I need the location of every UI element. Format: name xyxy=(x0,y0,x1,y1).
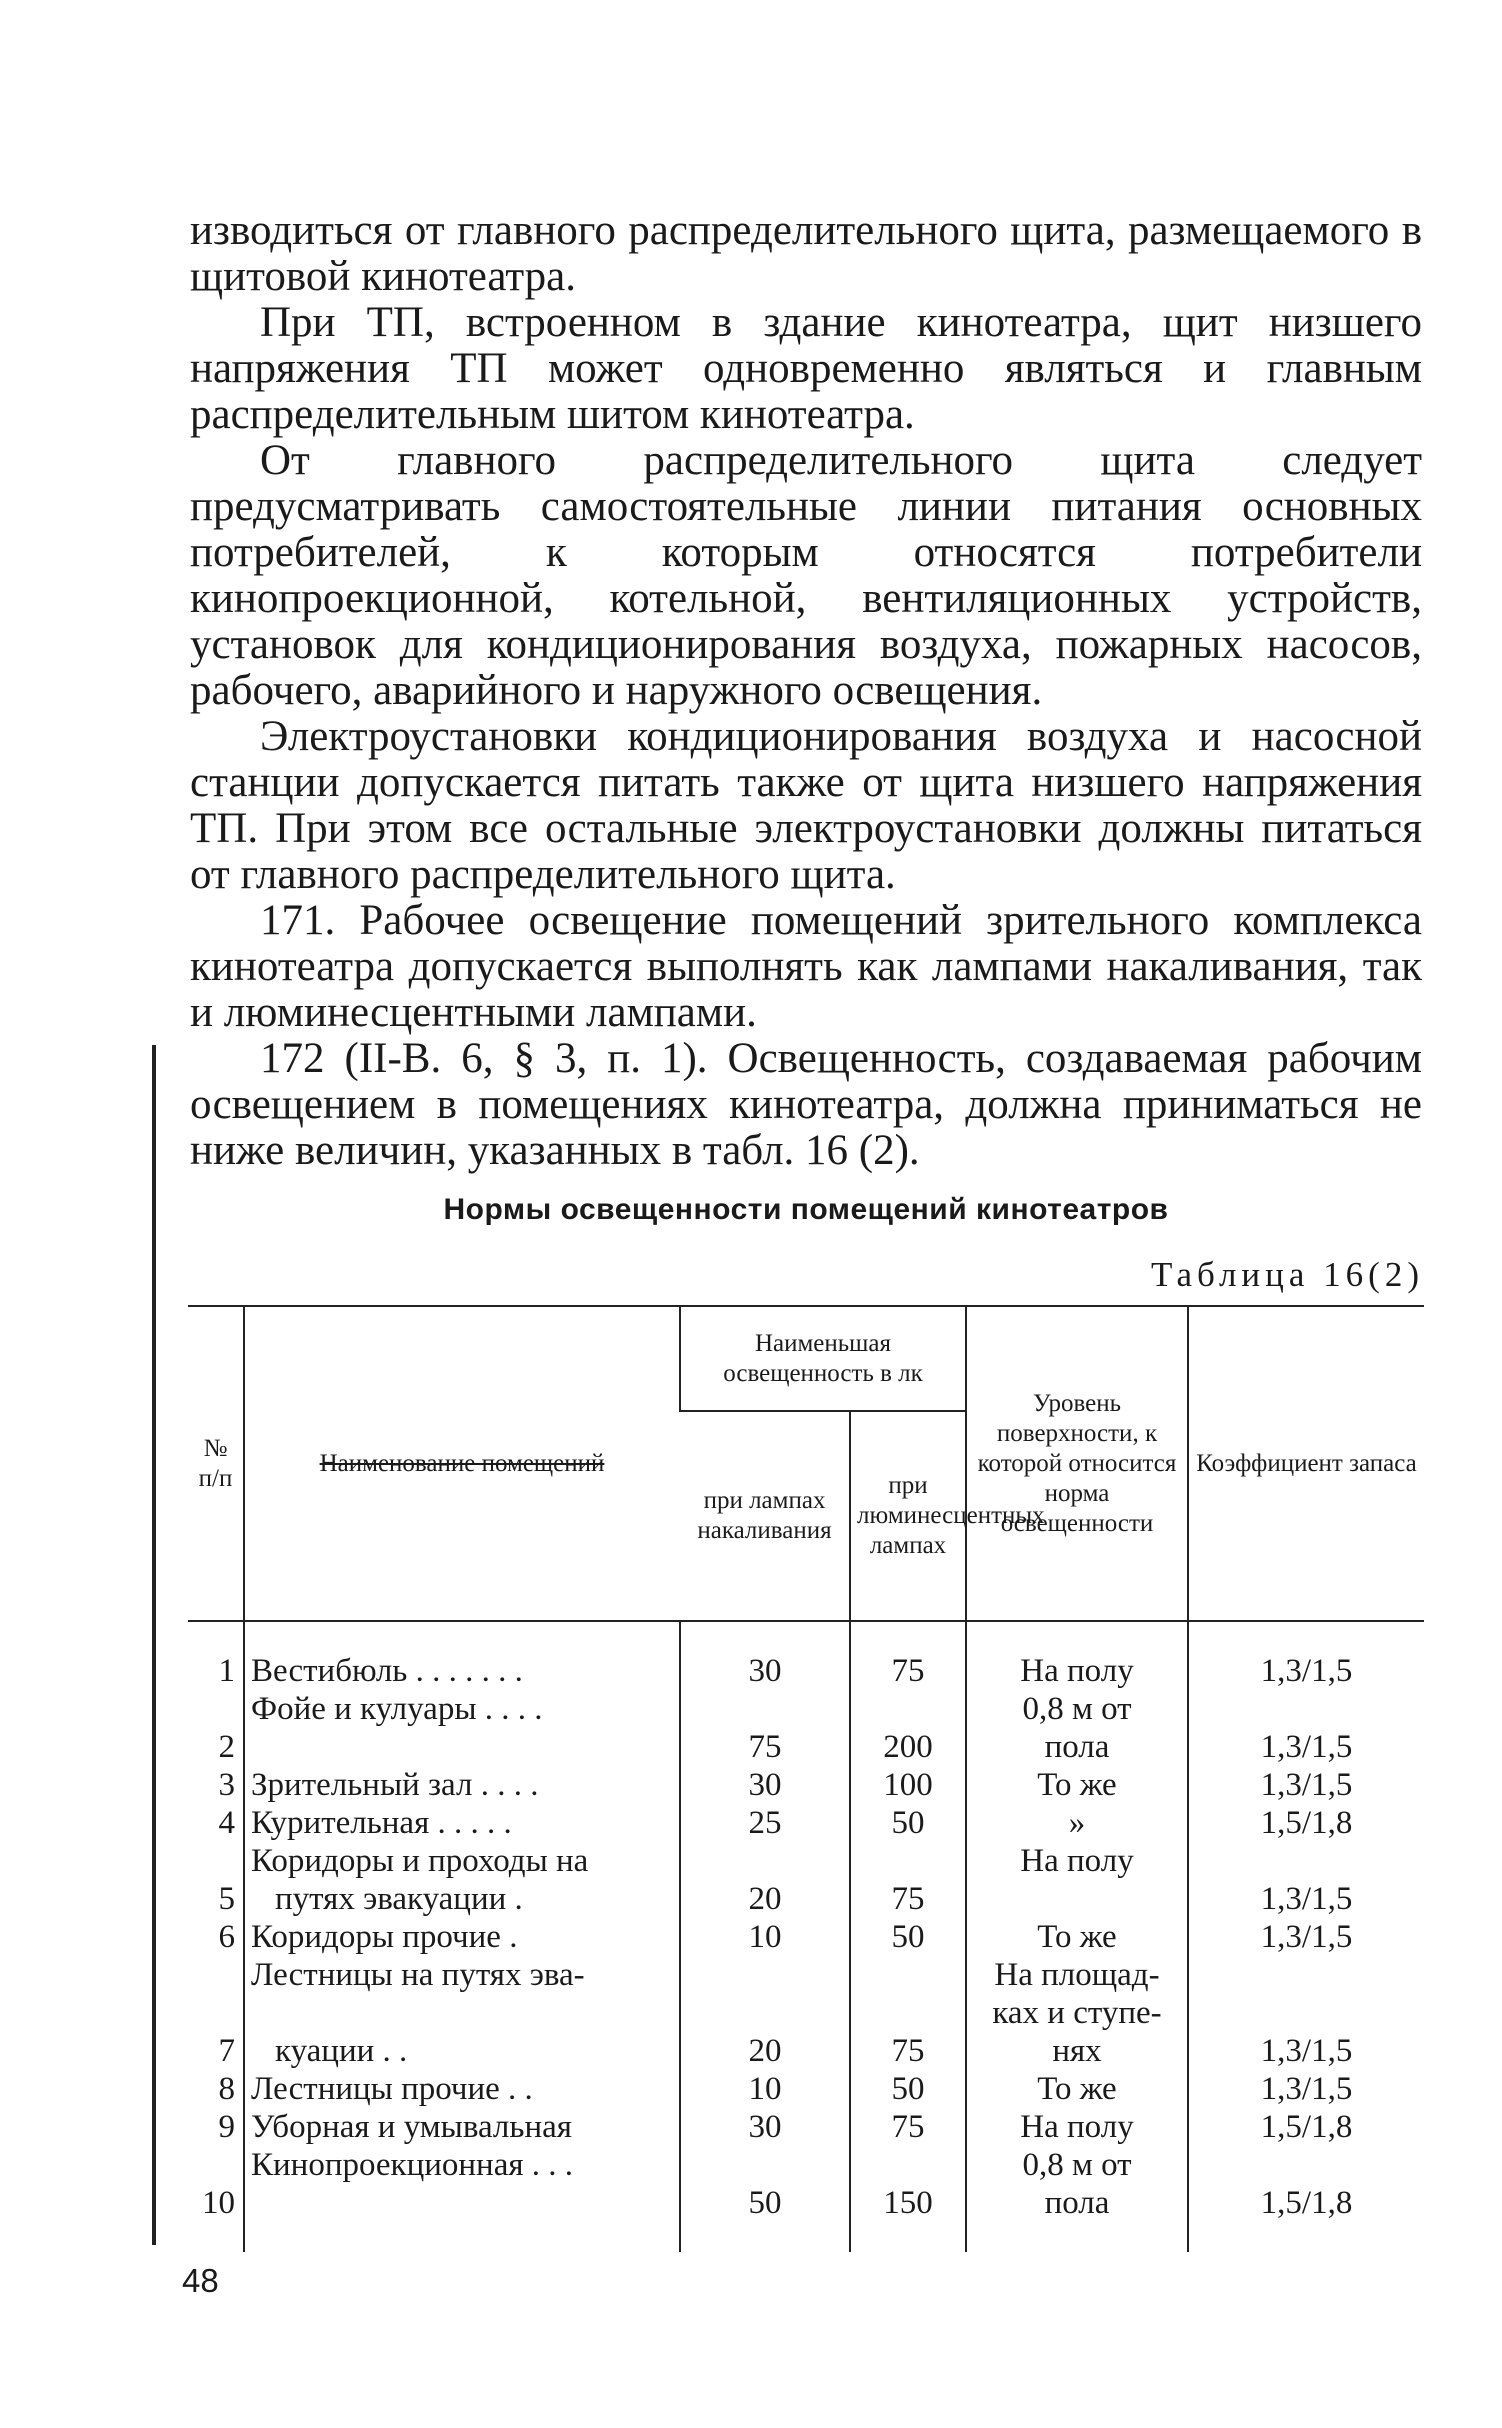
safety-coef-value: 1,3/1,5 xyxy=(1260,1729,1353,1765)
illum-incandescent-value: 10 xyxy=(748,1919,782,1955)
illum-fluorescent-value: 50 xyxy=(891,2071,925,2107)
room-name-line: Кинопроекционная . . . xyxy=(251,2147,574,2183)
surface-level xyxy=(966,1766,1188,1804)
room-name xyxy=(244,1842,680,1918)
row-num-value: 8 xyxy=(218,2071,235,2107)
table-title: Нормы освещенности помещений кинотеатров xyxy=(443,1193,1169,1226)
illum-incandescent-value: 75 xyxy=(748,1729,782,1765)
illum-fluorescent-value: 75 xyxy=(891,2109,925,2145)
safety-coef xyxy=(1188,2108,1424,2146)
room-name-line: Фойе и кулуары . . . . xyxy=(251,1691,543,1727)
surface-level-line: На полу xyxy=(1020,1653,1134,1689)
surface-level xyxy=(966,2070,1188,2108)
illum-fluorescent xyxy=(850,1956,966,2070)
surface-level-line: На полу xyxy=(1020,2109,1134,2145)
room-name xyxy=(244,1766,680,1804)
header-incandescent: при лампах накаливания xyxy=(697,1487,832,1544)
table-body xyxy=(188,1621,1424,2252)
safety-coef-value: 1,5/1,8 xyxy=(1260,2185,1353,2221)
body-text xyxy=(190,208,1422,1174)
header-min-light: Наименьшая освещенность в лк xyxy=(680,1306,966,1411)
illum-incandescent xyxy=(680,2070,850,2108)
room-name-line: Лестницы прочие . . xyxy=(251,2071,533,2107)
row-num-value: 6 xyxy=(218,1919,235,1955)
safety-coef xyxy=(1188,1804,1424,1842)
illum-incandescent xyxy=(680,1621,850,1690)
table-label: Таблица 16(2) xyxy=(1150,1255,1424,1294)
table-row xyxy=(188,1766,1424,1804)
row-num-value: 9 xyxy=(218,2109,235,2145)
illum-fluorescent xyxy=(850,1621,966,1690)
surface-level-line: ках и ступе- xyxy=(992,1995,1162,2031)
illum-incandescent xyxy=(680,1766,850,1804)
safety-coef-value: 1,3/1,5 xyxy=(1260,1653,1353,1689)
paragraph-171: 171. Рабочее освещение помещений зрительного комплекса кинотеатра допускается выполнять как лампами накаливания, так и люминесцентными лампами. xyxy=(190,897,1422,1036)
row-num xyxy=(188,1804,244,1842)
surface-level xyxy=(966,1690,1188,1766)
room-name-line: куации . . xyxy=(275,2033,408,2069)
room-name-line: Уборная и умывальная xyxy=(251,2109,572,2145)
row-num xyxy=(188,1918,244,1956)
safety-coef xyxy=(1188,1690,1424,1766)
safety-coef-value: 1,3/1,5 xyxy=(1260,1767,1353,1803)
surface-level xyxy=(966,2108,1188,2146)
table-row xyxy=(188,2070,1424,2108)
room-name xyxy=(244,1918,680,1956)
illum-incandescent xyxy=(680,1956,850,2070)
safety-coef-value: 1,3/1,5 xyxy=(1260,2033,1353,2069)
table-row xyxy=(188,2146,1424,2252)
row-num xyxy=(188,1842,244,1918)
illum-fluorescent-value: 50 xyxy=(891,1805,925,1841)
room-name xyxy=(244,2146,680,2252)
surface-level xyxy=(966,1842,1188,1918)
paragraph-172: 172 (II-В. 6, § 3, п. 1). Освещенность, создаваемая рабочим освещением в помещениях кинотеатра, должна приниматься не ниже величин, указанных в табл. 16 (2). xyxy=(190,1035,1422,1174)
table-row xyxy=(188,1804,1424,1842)
illum-fluorescent xyxy=(850,1842,966,1918)
paragraph-tp: При ТП, встроенном в здание кинотеатра, щит низшего напряжения ТП может одновременно являться и главным распределительным шитом кинотеатра. xyxy=(190,299,1422,438)
header-name: Наименование помещений xyxy=(244,1306,680,1621)
room-name xyxy=(244,1621,680,1690)
illum-incandescent xyxy=(680,2108,850,2146)
illum-fluorescent-value: 150 xyxy=(883,2185,933,2221)
safety-coef-value: 1,5/1,8 xyxy=(1260,1805,1353,1841)
safety-coef xyxy=(1188,1918,1424,1956)
safety-coef xyxy=(1188,2070,1424,2108)
paragraph-continuation: изводиться от главного распределительного щита, размещаемого в щитовой кинотеатра. xyxy=(190,207,1422,300)
surface-level xyxy=(966,1956,1188,2070)
illum-fluorescent xyxy=(850,2070,966,2108)
illum-incandescent-value: 20 xyxy=(748,1881,782,1917)
room-name-line xyxy=(251,1994,673,2032)
illum-fluorescent-value: 200 xyxy=(883,1729,933,1765)
surface-level-line: То же xyxy=(1037,1919,1117,1955)
room-name-line: Коридоры и проходы на xyxy=(251,1843,589,1879)
row-num xyxy=(188,1690,244,1766)
room-name xyxy=(244,1956,680,2070)
illum-incandescent-value: 50 xyxy=(748,2185,782,2221)
room-name-line: путях эвакуации . xyxy=(275,1881,523,1917)
surface-level-line: 0,8 м от xyxy=(1022,1691,1132,1727)
header-num: № п/п xyxy=(198,1434,233,1492)
surface-level xyxy=(966,1804,1188,1842)
header-level: Уровень поверхности, к которой относится норма освещенности xyxy=(966,1306,1188,1621)
room-name xyxy=(244,1690,680,1766)
surface-level xyxy=(966,1918,1188,1956)
room-name xyxy=(244,2070,680,2108)
room-name-line: Вестибюль . . . . . . . xyxy=(251,1653,523,1689)
illum-fluorescent xyxy=(850,1690,966,1766)
table-row xyxy=(188,1621,1424,1690)
safety-coef-value: 1,3/1,5 xyxy=(1260,1881,1353,1917)
illum-fluorescent-value: 50 xyxy=(891,1919,925,1955)
margin-bar xyxy=(152,1045,156,2245)
safety-coef xyxy=(1188,2146,1424,2252)
illum-incandescent-value: 30 xyxy=(748,2109,782,2145)
row-num xyxy=(188,1766,244,1804)
row-num-value: 7 xyxy=(218,2033,235,2069)
illum-fluorescent-value: 100 xyxy=(883,1767,933,1803)
table-row xyxy=(188,1842,1424,1918)
illum-fluorescent xyxy=(850,1804,966,1842)
illum-incandescent xyxy=(680,1804,850,1842)
illum-incandescent-value: 30 xyxy=(748,1653,782,1689)
illum-incandescent-value: 25 xyxy=(748,1805,782,1841)
surface-level-line: пола xyxy=(1044,1729,1110,1765)
illum-incandescent-value: 10 xyxy=(748,2071,782,2107)
illum-incandescent xyxy=(680,2146,850,2252)
table-row xyxy=(188,2108,1424,2146)
safety-coef xyxy=(1188,1842,1424,1918)
safety-coef-value: 1,3/1,5 xyxy=(1260,2071,1353,2107)
illum-incandescent-value: 30 xyxy=(748,1767,782,1803)
illum-fluorescent xyxy=(850,1918,966,1956)
safety-coef xyxy=(1188,1766,1424,1804)
safety-coef xyxy=(1188,1621,1424,1690)
illum-incandescent-value: 20 xyxy=(748,2033,782,2069)
row-num xyxy=(188,2070,244,2108)
illum-fluorescent-value: 75 xyxy=(891,2033,925,2069)
row-num-value: 2 xyxy=(218,1729,235,1765)
table-row xyxy=(188,1918,1424,1956)
row-num-value: 5 xyxy=(218,1881,235,1917)
surface-level-line: нях xyxy=(1052,2033,1102,2069)
room-name-line: Лестницы на путях эва- xyxy=(251,1957,585,1993)
row-num-value: 4 xyxy=(218,1805,235,1841)
room-name-line: Зрительный зал . . . . xyxy=(251,1767,539,1803)
header-fluorescent: при люминесцентных лампах xyxy=(850,1411,966,1621)
surface-level-line: То же xyxy=(1037,1767,1117,1803)
surface-level-line: То же xyxy=(1037,2071,1117,2107)
illum-incandescent xyxy=(680,1918,850,1956)
room-name-line: Курительная . . . . . xyxy=(251,1805,512,1841)
row-num xyxy=(188,1956,244,2070)
page-number: 48 xyxy=(182,2262,219,2299)
illum-fluorescent xyxy=(850,2146,966,2252)
table-row xyxy=(188,1956,1424,2070)
table-row xyxy=(188,1690,1424,1766)
header-coef: Коэффициент запаса xyxy=(1188,1306,1424,1621)
row-num xyxy=(188,1621,244,1690)
safety-coef-value: 1,3/1,5 xyxy=(1260,1919,1353,1955)
surface-level-line: 0,8 м от xyxy=(1022,2147,1132,2183)
surface-level-line: » xyxy=(1068,1805,1086,1841)
illum-fluorescent xyxy=(850,2108,966,2146)
room-name xyxy=(244,1804,680,1842)
surface-level-line: пола xyxy=(1044,2185,1110,2221)
row-num-value: 3 xyxy=(218,1767,235,1803)
room-name xyxy=(244,2108,680,2146)
surface-level-line: На площад- xyxy=(994,1957,1160,1993)
illum-fluorescent-value: 75 xyxy=(891,1881,925,1917)
illum-incandescent xyxy=(680,1690,850,1766)
row-num-value: 10 xyxy=(202,2185,235,2221)
row-num xyxy=(188,2108,244,2146)
illum-fluorescent xyxy=(850,1766,966,1804)
safety-coef-value: 1,5/1,8 xyxy=(1260,2109,1353,2145)
surface-level xyxy=(966,2146,1188,2252)
row-num xyxy=(188,2146,244,2252)
illum-fluorescent-value: 75 xyxy=(891,1653,925,1689)
surface-level xyxy=(966,1621,1188,1690)
safety-coef xyxy=(1188,1956,1424,2070)
room-name-line: Коридоры прочие . xyxy=(251,1919,518,1955)
illum-incandescent xyxy=(680,1842,850,1918)
surface-level-line: На полу xyxy=(1020,1843,1134,1879)
row-num-value: 1 xyxy=(218,1653,235,1689)
paragraph-main-board: От главного распределительного щита следует предусматривать самостоятельные линии питания основных потребителей, к которым относятся потребители кинопроекционной, котельной, вентиляционных устройств, установок для кондиционирования воздуха, пожарных насосов, рабочего, аварийного и наружного освещения. xyxy=(190,437,1422,714)
illumination-table xyxy=(188,1305,1424,2252)
paragraph-electrical: Электроустановки кондиционирования воздуха и насосной станции допускается питать также от щита низшего напряжения ТП. При этом все остальные электроустановки должны питаться от главного распределительного щита. xyxy=(190,713,1422,898)
